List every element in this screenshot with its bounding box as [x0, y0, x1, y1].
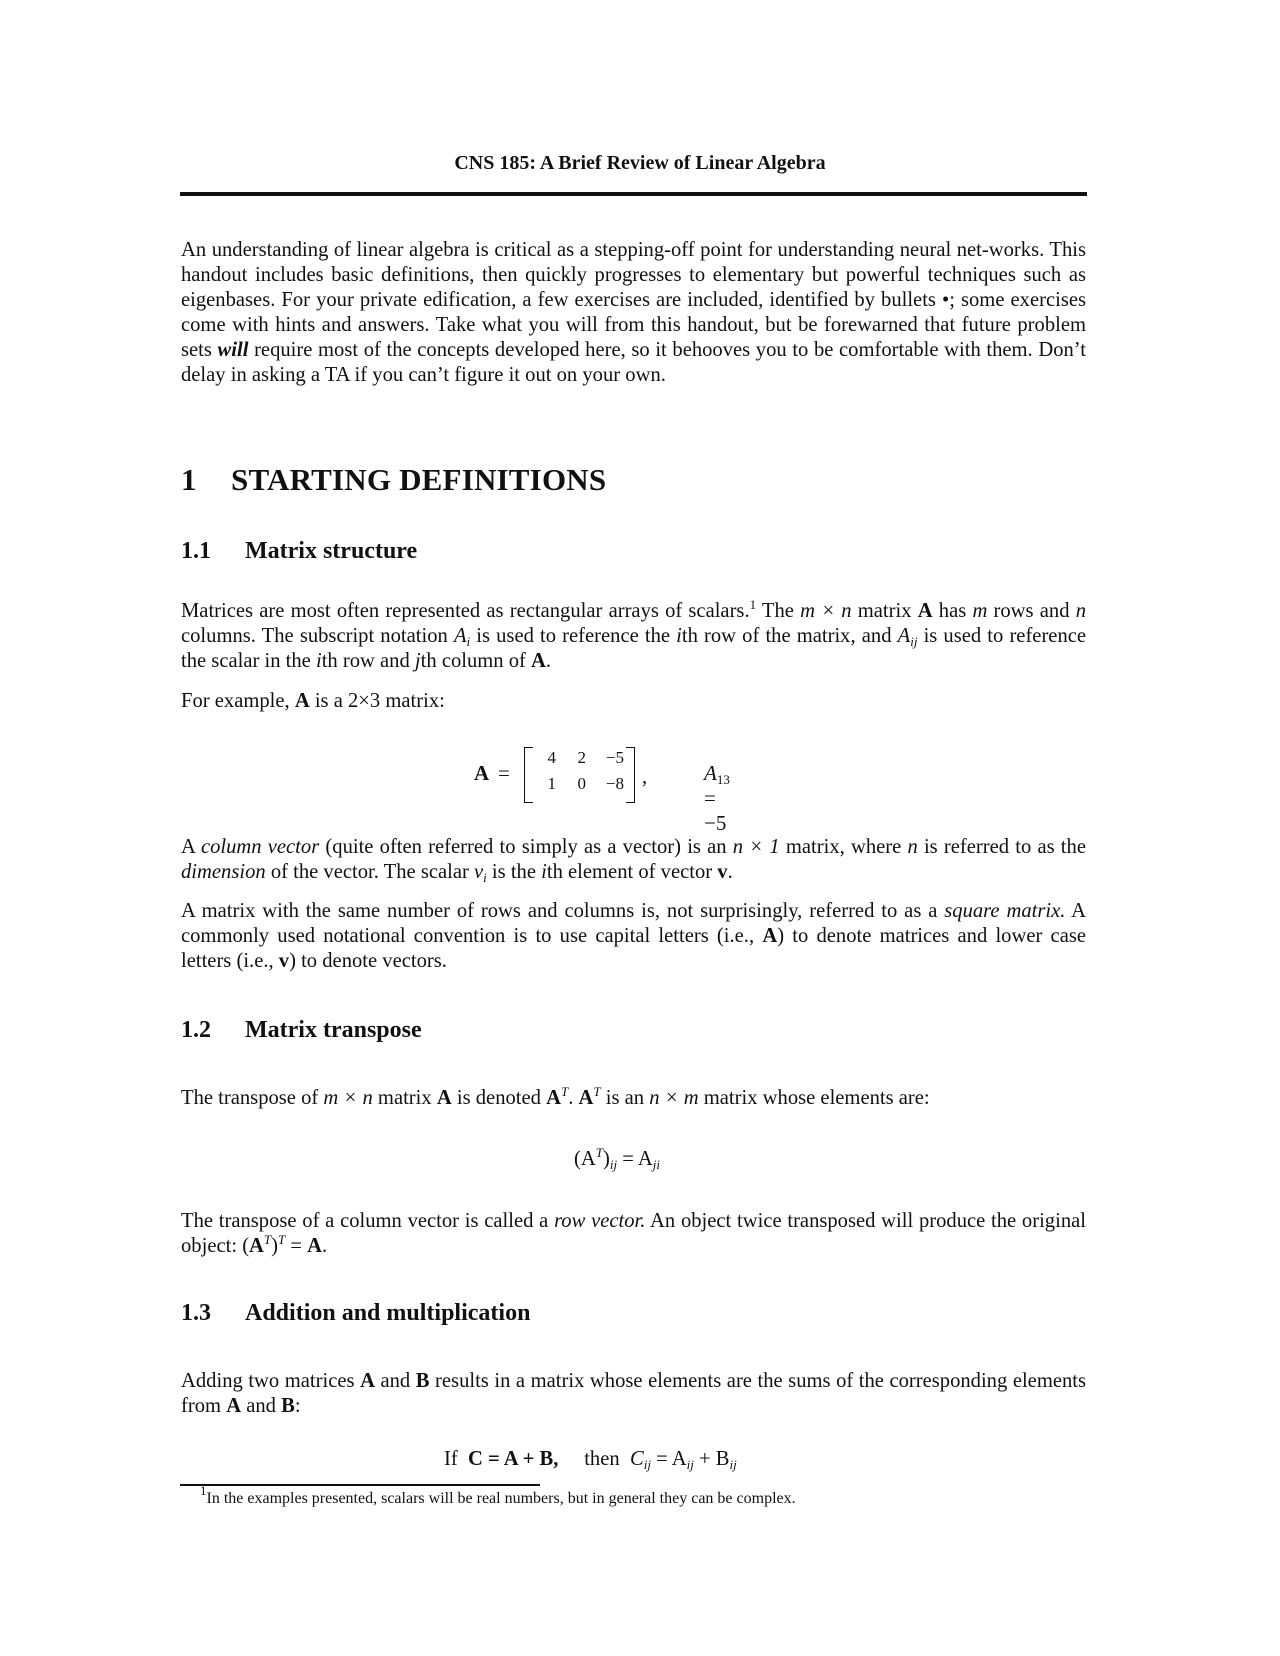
matrix-label: A: [474, 761, 490, 785]
example-line: For example, A is a 2×3 matrix:: [181, 690, 445, 712]
matrix-cell: 0: [577, 774, 586, 793]
matrix-cell: 4: [547, 748, 556, 767]
subsection-number: 1.2: [181, 1017, 211, 1043]
section-title: STARTING DEFINITIONS: [231, 462, 607, 497]
subsection-number: 1.3: [181, 1300, 211, 1326]
matrix-cell: 2: [577, 748, 586, 767]
row-vector-paragraph: The transpose of a column vector is called a row vector. An object twice transposed will produce the original object: $(A^T)^T = A$.: [181, 1210, 1086, 1257]
subsection-title: Matrix transpose: [245, 1017, 422, 1043]
intro-text-2: require most of the concepts developed here, so it behooves you to be comfortable with them. Don’t delay in asking a TA if you can’t figure it out on your own.: [181, 339, 1087, 386]
right-bracket: [626, 747, 635, 803]
subsection-title: Addition and multiplication: [245, 1300, 531, 1326]
square-matrix-paragraph: A matrix with the same number of rows and columns is, not surprisingly, referred to as a square matrix. A commonly used notational convention is to use capital letters (i.e., A) to denote matrices and lower case letters (i.e., v) to denote vectors.: [181, 900, 1087, 972]
intro-paragraph: [181, 238, 1086, 388]
footnote: $^1$In the examples presented, scalars will be real numbers, but in general they can be complex.: [200, 1483, 796, 1507]
subsection-heading-1-2: [181, 1017, 422, 1044]
intro-text-1: An understanding of linear algebra is critical as a stepping-off point for understanding neural net-works. This handout includes basic definitions, then quickly progresses to elementary but powerful techniques such as eigenbases. For your private edification, a few exercises are included, identified by bullets •; some exercises come with hints and answers. Take what you will from this handout, but be forewarned that future problem sets: [181, 239, 1086, 361]
matrix-cell: 1: [547, 774, 556, 793]
element-example: $A_{13} = -5$: [704, 761, 730, 835]
subsection-title: Matrix structure: [245, 538, 418, 564]
document-page: CNS 185: A Brief Review of Linear Algebra An understanding of linear algebra is critical as a stepping-off point for understanding neural net-works. This handout includes basic definitions, then quickly progresses to elementary but powerful techniques such as eigenbases. For your private edification, a few exercises are included, identified by bullets •; some exercises come with hints and answers. Take what you will from this handout, but be forewarned that future problem sets will require most of the concepts developed here, so it behooves you to be comfortable with them. Don’t delay in asking a TA if you can’t figure it out on your own. 1 STARTING DEFINITIONS 1.1 Matrix structure Matrices are most often represented as rectangular arrays of scalars.$^1$ The m × n matrix A has m rows and n columns. The subscript notation $A_i$ is used to reference the ith row of the matrix, and $A_{ij}$ is used to reference the scalar in the ith row and jth column of A. For example, A is a 2×3 matrix: A = 4 2 −5 1 0 −8 , $A_{13} = -5$ A column vector (quite often referred to simply as a vector) is an n × 1 matrix, where n is referred to as the dimension of the vector. The scalar $v_i$ is the ith element of vector v. A matrix with the same number of rows and columns is, not surprisingly, referred to as a square matrix. A commonly used notational convention is to use capital letters (i.e., A) to denote matrices and lower case letters (i.e., v) to denote vectors. 1.2 Matrix transpose The transpose of m × n matrix A is denoted $A^T$. $A^T$ is an n × m matrix whose elements are: $(A^T)_{ij} = A_{ji}$ The transpose of a column vector is called a row vector. An object twice transposed will produce the original object: $(A^T)^T = A$. 1.3 Addition and multiplication Adding two matrices A and B results in a matrix whose elements are the sums of the corresponding elements from A and B: If C = A + B, then $C_{ij} = A_{ij} + B_{ij}$ $^1$In the examples presented, scalars will be real numbers, but in general they can be complex.: [0, 0, 1280, 1656]
footnote-rule: [180, 1484, 540, 1486]
section-number: 1: [181, 462, 197, 497]
intro-emphasis: will: [217, 339, 249, 361]
footnote-marker: 1: [749, 597, 757, 612]
subsection-number: 1.1: [181, 538, 211, 564]
matrix-cell: −5: [605, 748, 624, 767]
header-rule: [180, 192, 1087, 196]
section-heading: [181, 462, 606, 498]
addition-paragraph: Adding two matrices A and B results in a matrix whose elements are the sums of the corresponding elements from A and B:: [181, 1370, 1087, 1417]
matrix-structure-paragraph: Matrices are most often represented as rectangular arrays of scalars.$^1$ The m × n matrix A has m rows and n columns. The subscript notation $A_i$ is used to reference the ith row of the matrix, and $A_{ij}$ is used to reference the scalar in the ith row and jth column of A.: [181, 597, 1087, 672]
addition-equation: If C = A + B, then $C_{ij} = A_{ij} + B_{ij}$: [444, 1448, 737, 1472]
column-vector-paragraph: A column vector (quite often referred to simply as a vector) is an n × 1 matrix, where n is referred to as the dimension of the vector. The scalar $v_i$ is the ith element of vector v.: [181, 836, 1086, 885]
transpose-paragraph: The transpose of m × n matrix A is denoted $A^T$. $A^T$ is an n × m matrix whose elements are:: [181, 1084, 930, 1109]
subsection-heading-1-1: [181, 538, 417, 565]
page-title: CNS 185: A Brief Review of Linear Algebra: [454, 152, 826, 174]
matrix-cell: −8: [605, 774, 624, 793]
transpose-equation: $(A^T)_{ij} = A_{ji}$: [574, 1145, 660, 1172]
subsection-heading-1-3: [181, 1300, 530, 1327]
